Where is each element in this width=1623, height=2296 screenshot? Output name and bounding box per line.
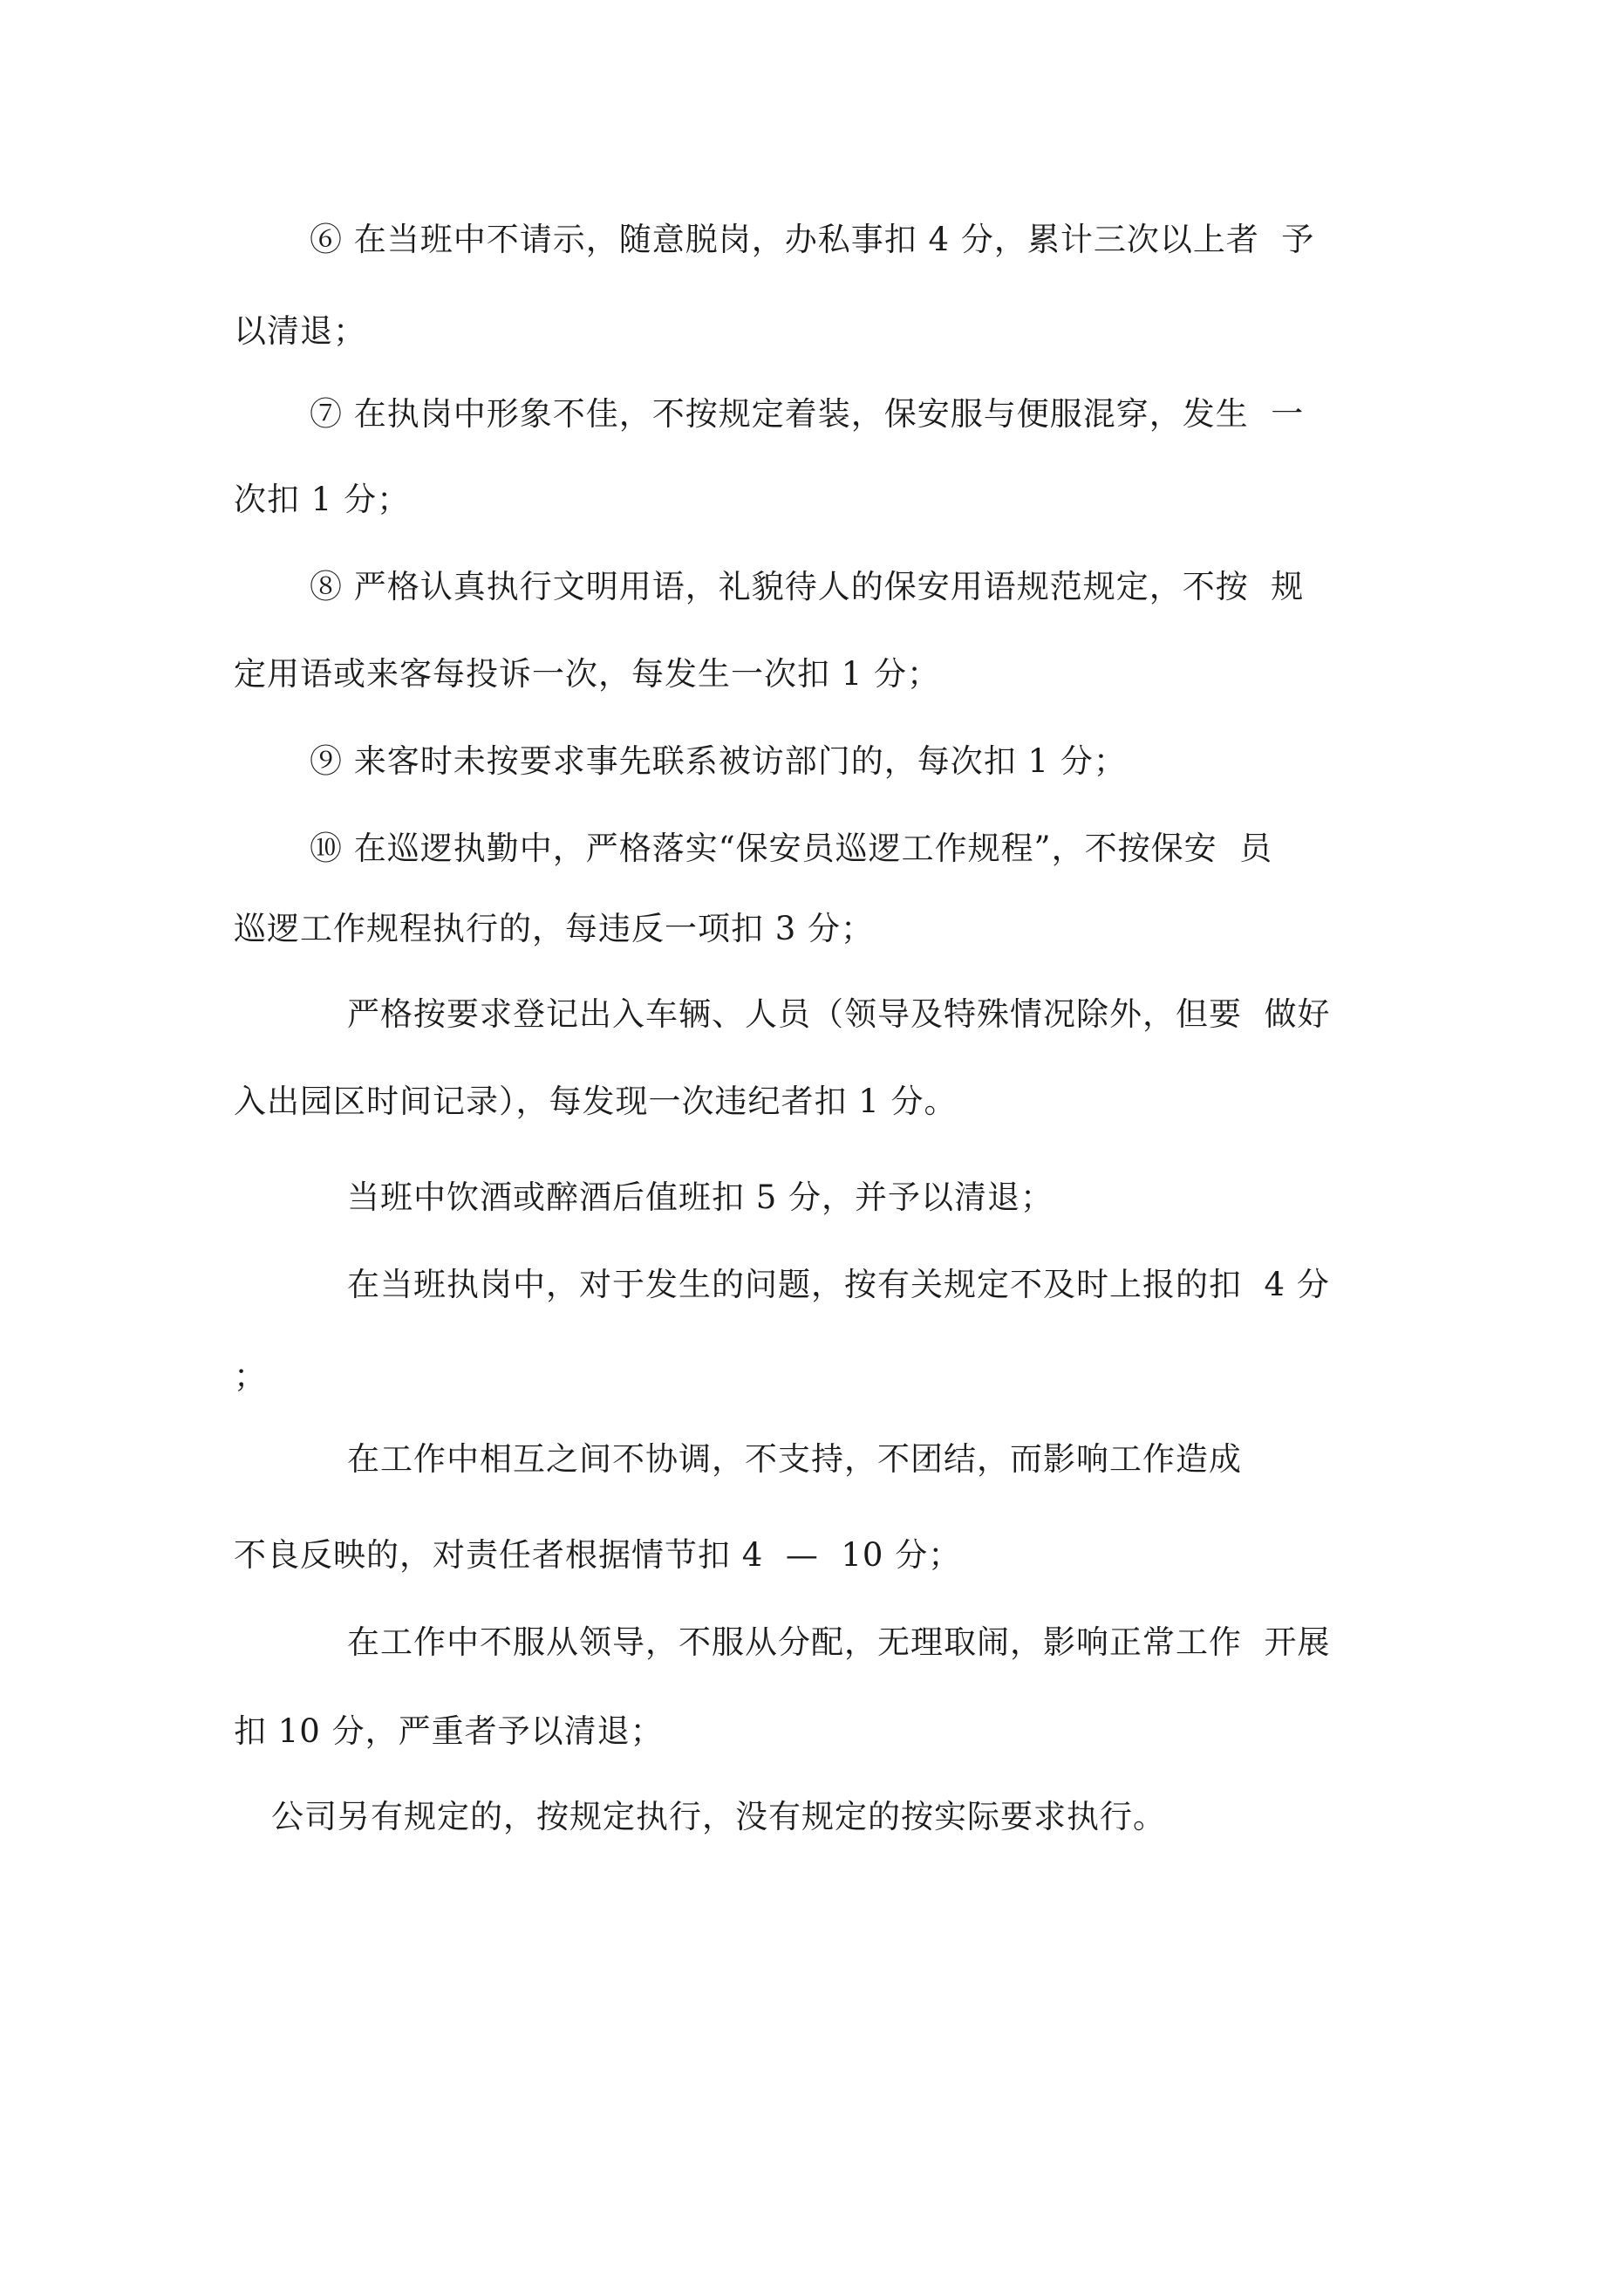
text-line: 以清退； [234,312,366,350]
text-line: 严格按要求登记出入车辆、人员（领导及特殊情况除外，但要 做好 [347,995,1331,1033]
text-line: 巡逻工作规程执行的，每违反一项扣 3 分； [234,910,875,947]
text-line: ⑥ 在当班中不请示，随意脱岗，办私事扣 4 分，累计三次以上者 予 [310,221,1315,258]
text-line: 定用语或来客每投诉一次，每发生一次扣 1 分； [234,655,941,693]
text-line: 扣 10 分，严重者予以清退； [234,1712,664,1750]
text-line: 不良反映的，对责任者根据情节扣 4 — 10 分； [234,1536,962,1574]
text-line: 次扣 1 分； [234,481,411,518]
text-line: 当班中饮酒或醉酒后值班扣 5 分，并予以清退； [347,1179,1054,1216]
text-line: ⑨ 来客时未按要求事先联系被访部门的，每次扣 1 分； [310,742,1127,780]
text-line: 公司另有规定的，按规定执行，没有规定的按实际要求执行。 [271,1798,1166,1835]
text-line: ⑩ 在巡逻执勤中，严格落实“保安员巡逻工作规程”，不按保安 员 [310,830,1273,867]
text-line: 在当班执岗中，对于发生的问题，按有关规定不及时上报的扣 4 分 [347,1266,1330,1303]
text-line: ⑧ 严格认真执行文明用语，礼貌待人的保安用语规范规定，不按 规 [310,568,1305,605]
text-line: 在工作中相互之间不协调，不支持，不团结，而影响工作造成 [347,1440,1242,1478]
text-line: 入出园区时间记录），每发现一次违纪者扣 1 分。 [234,1083,958,1120]
text-line: 在工作中不服从领导，不服从分配，无理取闹，影响正常工作 开展 [347,1623,1331,1661]
text-line: ； [234,1357,267,1395]
text-line: ⑦ 在执岗中形象不佳，不按规定着装，保安服与便服混穿，发生 一 [310,395,1305,433]
